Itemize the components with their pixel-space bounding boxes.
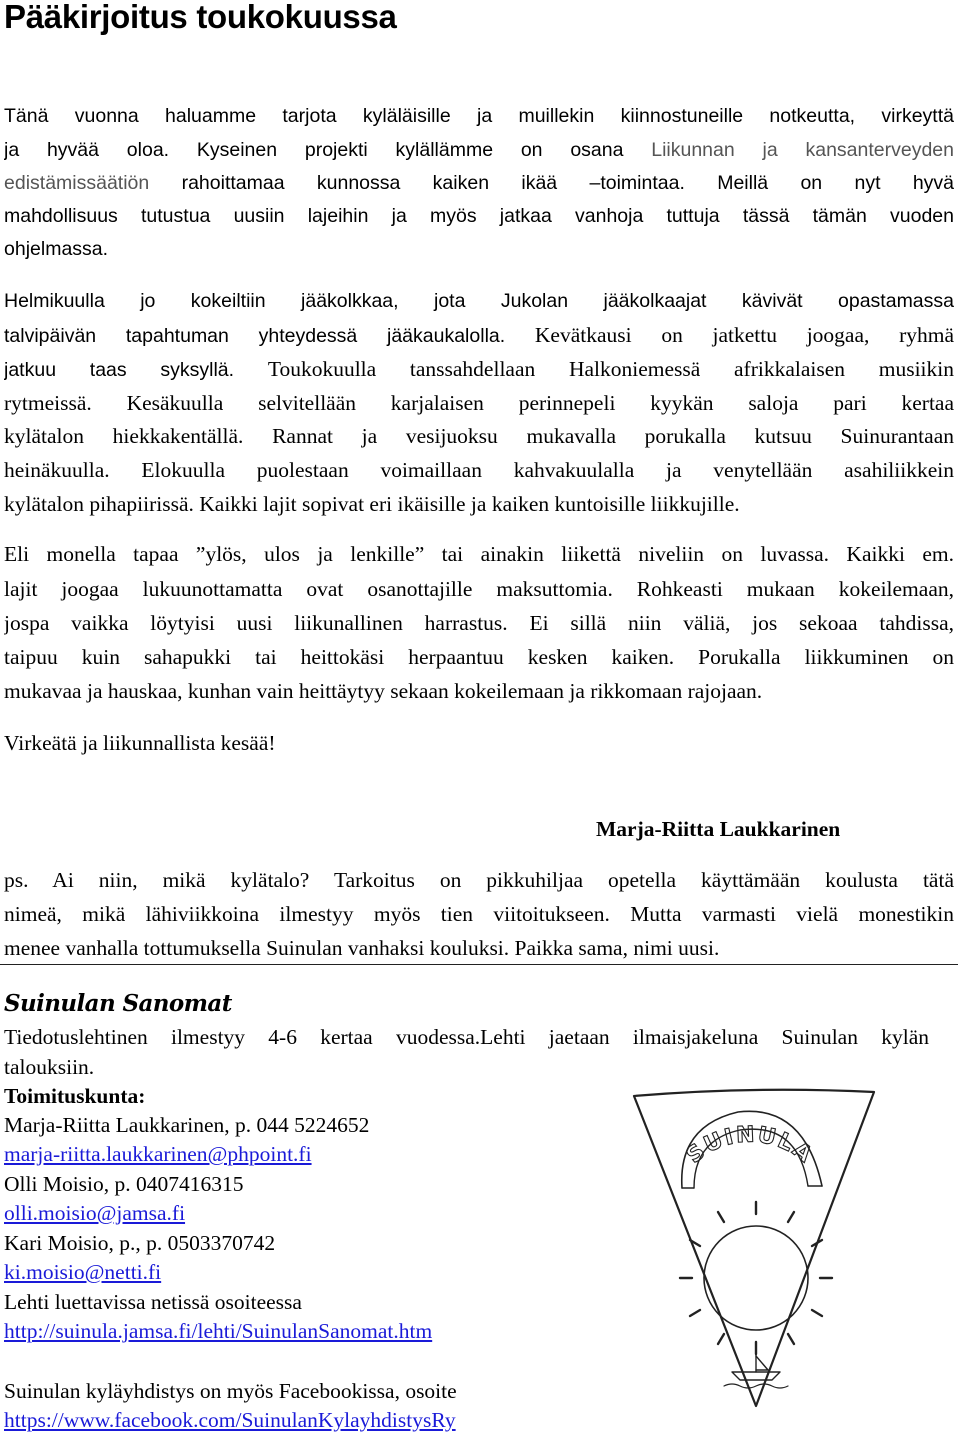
text-line: Tänä vuonna haluamme tarjota kyläläisille ja muillekin kiinnostuneille notkeutta, virkeyttä bbox=[4, 105, 954, 127]
newsletter-name: Suinulan Sanomat bbox=[4, 990, 232, 1017]
staff-contact: Olli Moisio, p. 0407416315 bbox=[4, 1172, 244, 1196]
text-line: ps. Ai niin, mikä kylätalo? Tarkoitus on pikkuhiljaa opetella käyttämään koulusta tätä bbox=[4, 868, 954, 892]
foundation-name: Liikunnan ja kansanterveyden bbox=[651, 139, 954, 161]
facebook-label: Suinulan kyläyhdistys on myös Facebookissa, osoite bbox=[4, 1379, 457, 1403]
text-line: Eli monella tapaa ”ylös, ulos ja lenkille” tai ainakin liikettä niveliin on luvassa. Kaikki em. bbox=[4, 542, 954, 566]
closing-greeting: Virkeätä ja liikunnallista kesää! bbox=[4, 731, 276, 755]
staff-email-link[interactable]: olli.moisio@jamsa.fi bbox=[4, 1201, 186, 1225]
publication-info: talouksiin. bbox=[4, 1055, 95, 1079]
sun-rays bbox=[680, 1202, 832, 1354]
web-url-link[interactable]: http://suinula.jamsa.fi/lehti/SuinulanSanomat.htm bbox=[4, 1319, 433, 1343]
boat-icon bbox=[724, 1354, 788, 1388]
text-line: rytmeissä. Kesäkuulla selvitellään karjalaisen perinnepeli kyykän saloja pari kertaa bbox=[4, 391, 954, 415]
author-signature: Marja-Riitta Laukkarinen bbox=[596, 817, 841, 841]
text-line: taipuu kuin sahapukki tai heittokäsi herpaantuu kesken kaiken. Porukalla liikkuminen on bbox=[4, 645, 954, 669]
text-line: nimeä, mikä lähiviikkoina ilmestyy myös tien viitoitukseen. Mutta varmasti vielä monestikin bbox=[4, 902, 954, 926]
page-title: Pääkirjoitus toukokuussa bbox=[4, 0, 397, 35]
text-line: lajit joogaa lukuunottamatta ovat osanottajille maksuttomia. Rohkeasti mukaan kokeilemaan, bbox=[4, 577, 954, 601]
text-line: ohjelmassa. bbox=[4, 238, 109, 260]
village-emblem-icon bbox=[628, 1082, 876, 1412]
text-line: edistämissäätiön rahoittamaa kunnossa kaiken ikää –toimintaa. Meillä on nyt hyvä bbox=[4, 172, 954, 194]
facebook-url-link[interactable]: https://www.facebook.com/SuinulanKylayhdistysRy bbox=[4, 1408, 456, 1432]
staff-heading: Toimituskunta: bbox=[4, 1084, 146, 1108]
sun-icon bbox=[704, 1226, 808, 1330]
text-line: jospa vaikka löytyisi uusi liikunallinen harrastus. Ei sillä niin väliä, jos sekoaa tahdissa, bbox=[4, 611, 954, 635]
section-divider bbox=[0, 964, 958, 965]
text-line: mukavaa ja hauskaa, kunhan vain heittäytyy sekaan kokeilemaan ja rikkomaan rajojaan. bbox=[4, 679, 763, 703]
text-line: kylätalon hiekkakentällä. Rannat ja vesijuoksu mukavalla porukalla kutsuu Suinurantaan bbox=[4, 424, 954, 448]
text-line: menee vanhalla tottumuksella Suinulan vanhaksi kouluksi. Paikka sama, nimi uusi. bbox=[4, 936, 720, 960]
text-line: Helmikuulla jo kokeiltiin jääkolkkaa, jota Jukolan jääkolkaajat kävivät opastamassa bbox=[4, 290, 954, 312]
publication-info: Tiedotuslehtinen ilmestyy 4-6 kertaa vuodessa.Lehti jaetaan ilmaisjakeluna Suinulan kylän bbox=[4, 1025, 929, 1049]
web-label: Lehti luettavissa netissä osoiteessa bbox=[4, 1290, 302, 1314]
text-line: mahdollisuus tutustua uusiin lajeihin ja myös jatkaa vanhoja tuttuja tässä tämän vuoden bbox=[4, 205, 954, 227]
staff-contact: Kari Moisio, p., p. 0503370742 bbox=[4, 1231, 276, 1255]
text-line: heinäkuulla. Elokuulla puolestaan voimaillaan kahvakuulalla ja venytellään asahiliikkein bbox=[4, 458, 954, 482]
text-line: talvipäivän tapahtuman yhteydessä jääkaukalolla. Kevätkausi on jatkettu joogaa, ryhmä bbox=[4, 323, 954, 347]
text-line: kylätalon pihapiirissä. Kaikki lajit sopivat eri ikäisille ja kaiken kuntoisille liikkujille. bbox=[4, 492, 740, 516]
text-line: jatkuu taas syksyllä. Toukokuulla tanssahdellaan Halkoniemessä afrikkalaisen musiikin bbox=[4, 357, 954, 381]
emblem-text: SUINULA bbox=[682, 1122, 818, 1169]
staff-contact: Marja-Riitta Laukkarinen, p. 044 5224652 bbox=[4, 1113, 370, 1137]
text-line: ja hyvää oloa. Kyseinen projekti kylällämme on osana Liikunnan ja kansanterveyden bbox=[4, 139, 954, 161]
staff-email-link[interactable]: marja-riitta.laukkarinen@phpoint.fi bbox=[4, 1142, 312, 1166]
staff-email-link[interactable]: ki.moisio@netti.fi bbox=[4, 1260, 162, 1284]
